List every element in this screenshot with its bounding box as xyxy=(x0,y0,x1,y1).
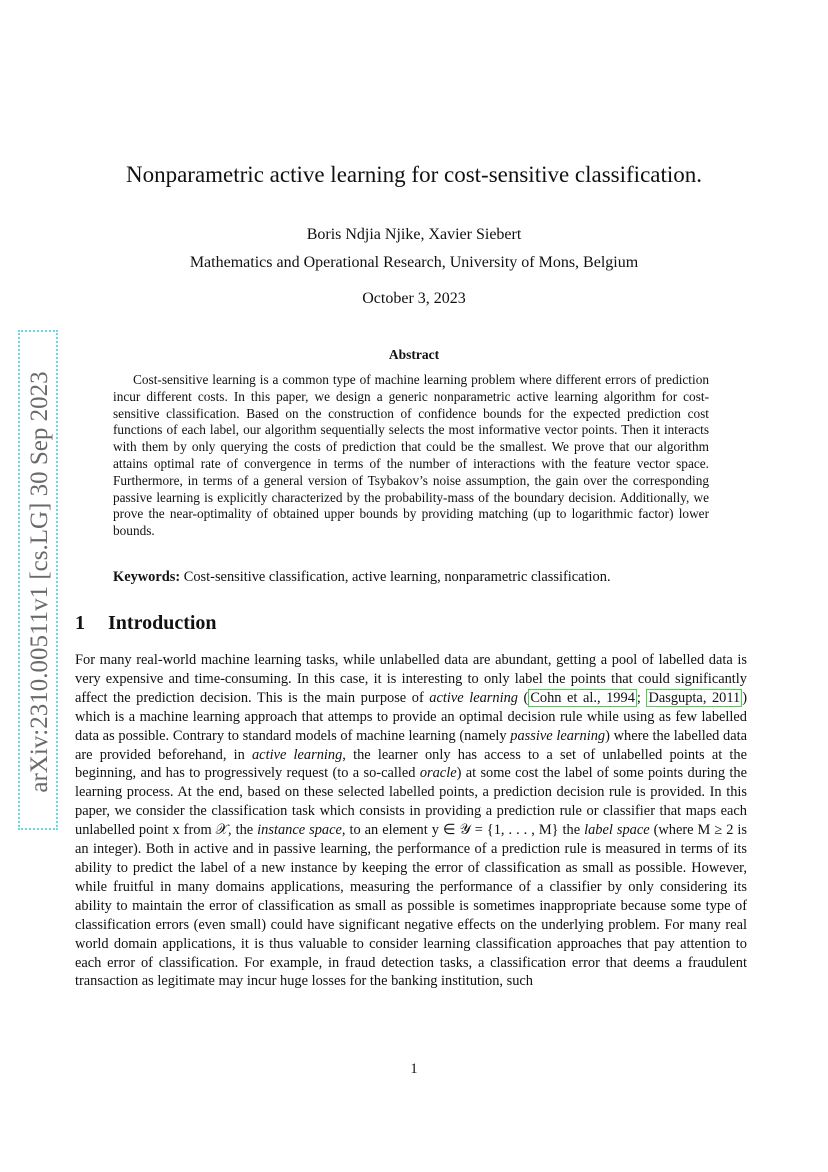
section-heading-introduction xyxy=(75,612,217,635)
paper-title: Nonparametric active learning for cost-sensitive classification. xyxy=(125,162,703,187)
intro-emphasis: active learning xyxy=(251,746,343,763)
abstract-heading: Abstract xyxy=(388,347,440,362)
intro-paragraph xyxy=(75,651,747,991)
citation-link[interactable]: Cohn et al., 1994 xyxy=(530,689,635,706)
intro-text: ) which is a machine learning approach that attemps to provide an optimal decision rule while using as few labelled data as possible. Contrary to standard models of machine learning (namely xyxy=(75,689,748,744)
intro-emphasis: oracle xyxy=(419,765,457,782)
intro-emphasis: active learning xyxy=(429,689,518,706)
citation-link[interactable]: Dasgupta, 2011 xyxy=(648,689,741,706)
arxiv-identifier[interactable]: arXiv:2310.00511v1 [cs.LG] 30 Sep 2023 xyxy=(26,371,53,793)
paper-date: October 3, 2023 xyxy=(362,290,466,307)
keywords-text: Cost-sensitive classification, active learning, nonparametric classification. xyxy=(183,569,611,585)
intro-text: ) where the labelled data are provided beforehand, in xyxy=(75,727,747,763)
intro-text: For many real-world machine learning tasks, while unlabelled data are abundant, getting a pool of labelled data is very expensive and time-consuming. In this case, it is interesting to only label the points that could significantly affect the prediction decision. This is the main purpose of xyxy=(75,652,747,706)
paper-authors: Boris Ndjia Njike, Xavier Siebert xyxy=(306,226,522,243)
keywords xyxy=(113,569,733,586)
section-title: Introduction xyxy=(108,612,217,634)
page-number: 1 xyxy=(410,1061,418,1077)
abstract-text: Cost-sensitive learning is a common type of machine learning problem where different errors of prediction incur different costs. In this paper, we design a generic nonparametric active learning algorithm for cost-sensitive classification. Based on the construction of confidence bounds for the expected prediction cost functions of each label, our algorithm sequentially selects the most informative vector points. Then it interacts with them by only querying the costs of prediction that could be the smallest. We prove that our algorithm attains optimal rate of convergence in terms of the number of interactions with the feature vector space. Furthermore, in terms of a general version of Tsybakov’s noise assumption, the gain over the corresponding passive learning is explicitly characterized by the probability-mass of the boundary decision. Additionally, we prove the near-optimality of obtained upper bounds by providing matching (up to logarithmic factor) lower bounds. xyxy=(113,372,709,539)
intro-text: ) at some cost the label of some points during the learning process. At the end, based on these selected labelled points, a prediction decision rule is provided. In this paper, we consider the classification task which consists in providing a prediction rule or classifier that maps each unlabelled point x from 𝒳, the xyxy=(75,765,747,839)
intro-emphasis: instance space xyxy=(257,822,342,839)
section-number: 1 xyxy=(75,612,85,634)
keywords-label: Keywords: xyxy=(113,569,181,585)
intro-text: , to an element y ∈ 𝒴 = {1, . . . , M} the xyxy=(341,822,585,839)
intro-text: (where M ≥ 2 is an integer). Both in active and in passive learning, the performance of a prediction rule is measured in terms of its ability to predict the label of a new instance by keeping the error of classification as small as possible. However, while fruitful in many domains applications, measuring the performance of a classifier by only considering its ability to maintain the error of classification as small as possible is sometimes inappropriate because some type of classification errors (even small) could have significant negative effects on the underlying problem. For many real world domain applications, it is thus valuable to consider learning classification approaches that pay attention to each error of classification. For example, in fraud detection tasks, a classification error that deems a fraudulent transaction as legitimate may incur huge losses for the banking institution, such xyxy=(75,822,747,990)
intro-text: ; xyxy=(636,689,647,706)
paper-affiliation: Mathematics and Operational Research, University of Mons, Belgium xyxy=(189,254,639,271)
intro-text: ( xyxy=(517,689,529,706)
intro-text: , the learner only has access to a set of unlabelled points at the beginning, and has to progressively request (to a so-called xyxy=(75,746,747,782)
intro-emphasis: label space xyxy=(584,822,650,839)
intro-emphasis: passive learning xyxy=(510,727,606,744)
arxiv-sidebar-stamp[interactable] xyxy=(18,330,58,830)
